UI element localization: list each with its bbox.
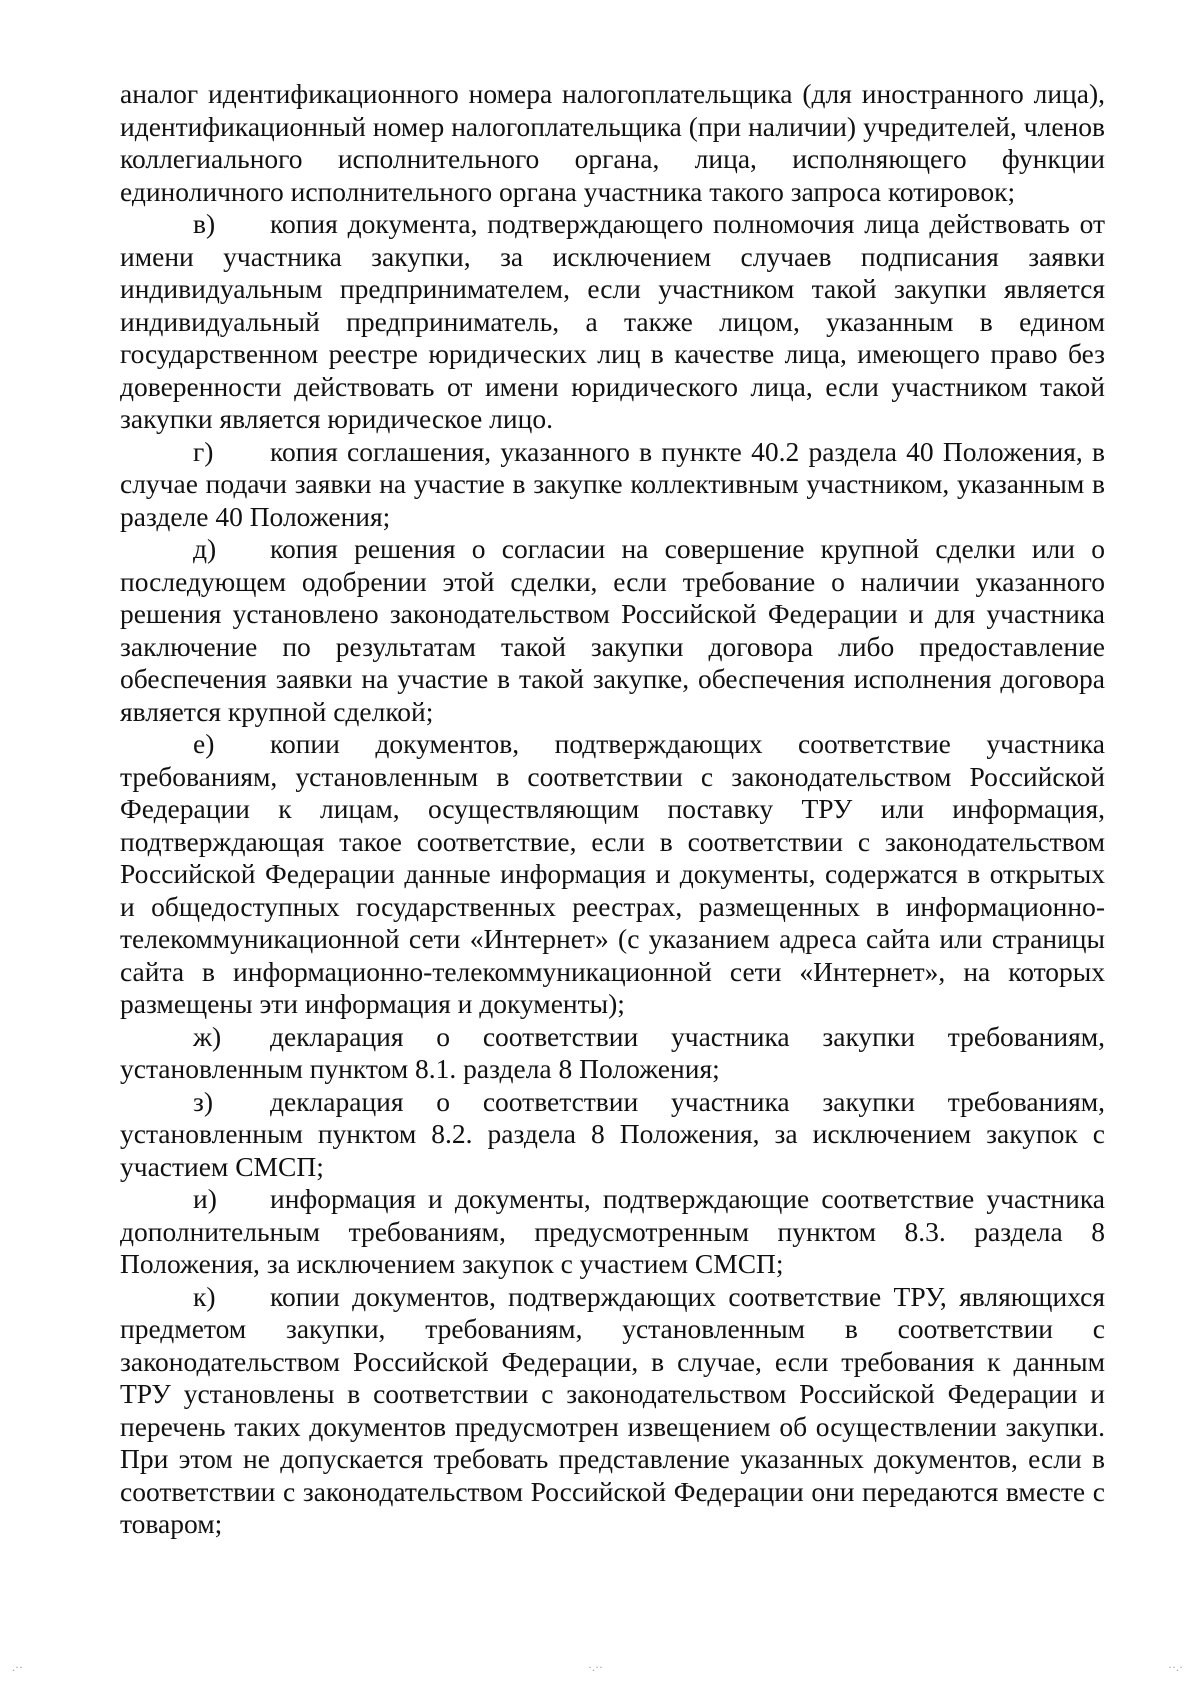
list-item-text: копии документов, подтверждающих соответствие ТРУ, являющихся предметом закупки, требованиям, установленным в соответствии с законодательством Российской Федерации, в случае, если требования к данным ТРУ установлены в соответствии с законодательством Российской Федерации и перечень таких документов предусмотрен извещением об осуществлении закупки. При этом не допускается требовать представление указанных документов, если в соответствии с законодательством Российской Федерации они передаются вместе с товаром; xyxy=(120,1280,1105,1539)
list-item-d xyxy=(120,533,1105,728)
scan-artifact-right: ··.· xyxy=(1168,1660,1183,1674)
list-item-text: декларация о соответствии участника закупки требованиям, установленным пунктом 8.2. раздела 8 Положения, за исключением закупок с участием СМСП; xyxy=(120,1085,1105,1182)
scan-artifact-left: .·· xyxy=(12,1660,23,1674)
list-item-text: копия документа, подтверждающего полномочия лица действовать от имени участника закупки, за исключением случаев подписания заявки индивидуальным предпринимателем, если участником такой закупки является индивидуальный предприниматель, а также лицом, указанным в едином государственном реестре юридических лиц в качестве лица, имеющего право без доверенности действовать от имени юридического лица, если участником такой закупки является юридическое лицо. xyxy=(120,208,1105,434)
list-marker: ж) xyxy=(193,1020,222,1052)
list-item-g xyxy=(120,436,1105,534)
list-marker: и) xyxy=(193,1183,217,1214)
list-item-text: копия соглашения, указанного в пункте 40.2 раздела 40 Положения, в случае подачи заявки на участие в закупке коллективным участником, указанным в разделе 40 Положения; xyxy=(120,435,1105,532)
list-marker: г) xyxy=(193,435,214,467)
document-page xyxy=(120,78,1105,1541)
list-marker: е) xyxy=(193,728,215,759)
intro-paragraph: аналог идентификационного номера налогоплательщика (для иностранного лица), идентификационный номер налогоплательщика (при наличии) учредителей, членов коллегиального исполнительного органа, лица, исполняющего функции единоличного исполнительного органа участника такого запроса котировок; xyxy=(120,78,1105,207)
list-item-i xyxy=(120,1183,1105,1281)
scan-artifact-center: ·.·· xyxy=(588,1660,603,1674)
list-marker: д) xyxy=(193,533,217,564)
list-item-text: информация и документы, подтверждающие соответствие участника дополнительным требованиям, предусмотренным пунктом 8.3. раздела 8 Положения, за исключением закупок с участием СМСП; xyxy=(120,1183,1105,1279)
list-marker: з) xyxy=(193,1085,214,1117)
list-item-k xyxy=(120,1281,1105,1541)
list-item-v xyxy=(120,208,1105,436)
list-marker: в) xyxy=(193,208,216,239)
list-item-text: декларация о соответствии участника закупки требованиям, установленным пунктом 8.1. раздела 8 Положения; xyxy=(120,1020,1105,1084)
list-marker: к) xyxy=(193,1280,216,1312)
list-item-z xyxy=(120,1086,1105,1184)
list-item-e xyxy=(120,728,1105,1021)
list-item-text: копия решения о согласии на совершение крупной сделки или о последующем одобрении этой сделки, если требование о наличии указанного решения установлено законодательством Российской Федерации и для участника заключение по результатам такой закупки договора либо предоставление обеспечения заявки на участие в такой закупке, обеспечения исполнения договора является крупной сделкой; xyxy=(120,533,1105,727)
list-item-text: копии документов, подтверждающих соответствие участника требованиям, установленным в соответствии с законодательством Российской Федерации к лицам, осуществляющим поставку ТРУ или информация, подтверждающая такое соответствие, если в соответствии с законодательством Российской Федерации данные информация и документы, содержатся в открытых и общедоступных государственных реестрах, размещенных в информационно-телекоммуникационной сети «Интернет» (с указанием адреса сайта или страницы сайта в информационно-телекоммуникационной сети «Интернет», на которых размещены эти информация и документы); xyxy=(120,728,1105,1019)
list-item-zh xyxy=(120,1021,1105,1086)
